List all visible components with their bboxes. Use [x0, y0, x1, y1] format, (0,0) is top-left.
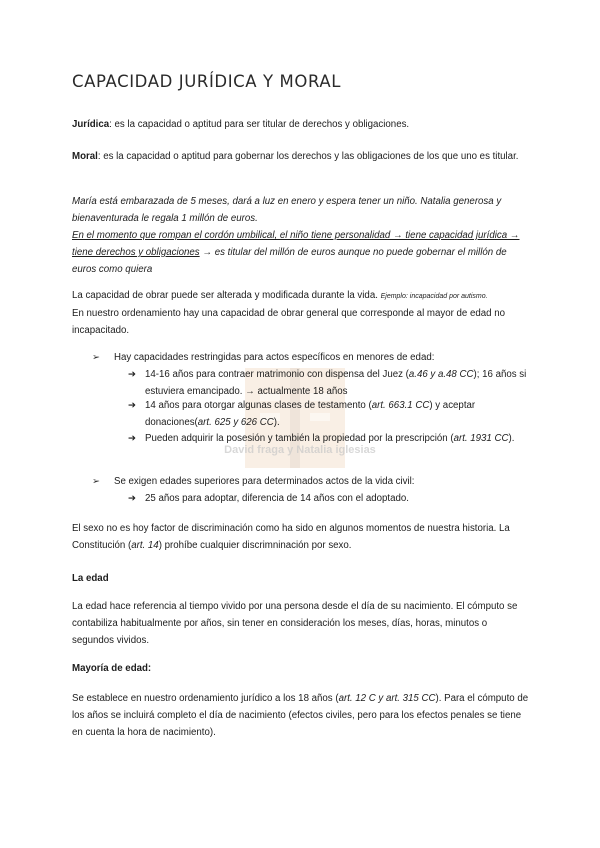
- arrow-bullet-icon: ➔: [128, 433, 137, 444]
- sexo-paragraph: El sexo no es hoy factor de discriminación como ha sido en algunos momentos de nuestra historia. La Constitución (art. 14) prohíbe cualquier discrimninación por sexo.: [72, 523, 510, 551]
- arrow-bullet-icon: ➔: [128, 369, 137, 380]
- arrow-bullet-icon: ➔: [128, 400, 137, 411]
- list-item: ➢ Se exigen edades superiores para determinados actos de la vida civil:: [92, 473, 415, 490]
- obrar-paragraph: La capacidad de obrar puede ser alterada y modificada durante la vida. Ejemplo: incapacidad por autismo. En nuestro ordenamiento hay una capacidad de obrar general que corresponde al mayor de edad no incapacitado.: [72, 290, 506, 336]
- definition-juridica: Jurídica: es la capacidad o aptitud para ser titular de derechos y obligaciones.: [72, 119, 410, 130]
- arrowhead-bullet-icon: ➢: [92, 352, 101, 363]
- sub-list-item: ➔ Pueden adquirir la posesión y también la propiedad por la prescripción (art. 1931 CC).: [128, 430, 528, 447]
- sub-list-item: ➔ 25 años para adoptar, diferencia de 14 años con el adoptado.: [128, 490, 528, 507]
- sub-list-item: ➔ 14-16 años para contraer matrimonio con dispensa del Juez (a.46 y a.48 CC); 16 años si estuviera emancipado. → actualmente 18 años: [128, 366, 528, 400]
- page-title: CAPACIDAD JURÍDICA Y MORAL: [72, 72, 342, 91]
- term-moral: Moral: [72, 151, 98, 162]
- mayoria-paragraph: Se establece en nuestro ordenamiento jurídico a los 18 años (art. 12 C y art. 315 CC). Para el cómputo de los años se incluirá completo el día de nacimiento (efectos civiles, pero para los efectos penales se tiene en cuenta la hora de nacimiento).: [72, 693, 529, 738]
- example-note: Ejemplo: incapacidad por autismo.: [380, 293, 488, 300]
- arrowhead-bullet-icon: ➢: [92, 476, 101, 487]
- term-juridica: Jurídica: [72, 119, 110, 130]
- sub-list-item: ➔ 14 años para otorgar algunas clases de testamento (art. 663.1 CC) y aceptar donaciones(art. 625 y 626 CC).: [128, 397, 528, 431]
- example-underlined: En el momento que rompan el cordón umbilical, el niño tiene personalidad → tiene capacidad jurídica → tiene derechos y obligaciones: [72, 230, 520, 258]
- example-paragraph: María está embarazada de 5 meses, dará a luz en enero y espera tener un niño. Natalia generosa y bienaventurada le regala 1 millón de euros. En el momento que rompan el cordón umbilical, el niño tiene personalidad → tiene capacidad jurídica → tiene derechos y obligaciones → es titular del millón de euros aunque no puede gobernar el millón de euros como quiera: [72, 196, 520, 275]
- section-heading-edad: La edad: [72, 573, 109, 584]
- definition-moral: Moral: es la capacidad o aptitud para gobernar los derechos y las obligaciones de los que uno es titular.: [72, 151, 519, 162]
- list-item: ➢ Hay capacidades restringidas para actos específicos en menores de edad:: [92, 349, 434, 366]
- arrow-bullet-icon: ➔: [128, 493, 137, 504]
- section-heading-mayoria: Mayoría de edad:: [72, 663, 152, 674]
- edad-paragraph: La edad hace referencia al tiempo vivido por una persona desde el día de su nacimiento. El cómputo se contabiliza habitualmente por años, sin tener en consideración los meses, días, horas, minutos o segundos vividos.: [72, 601, 518, 646]
- watermark-text: David fraga y Natalia iglesias: [224, 444, 376, 456]
